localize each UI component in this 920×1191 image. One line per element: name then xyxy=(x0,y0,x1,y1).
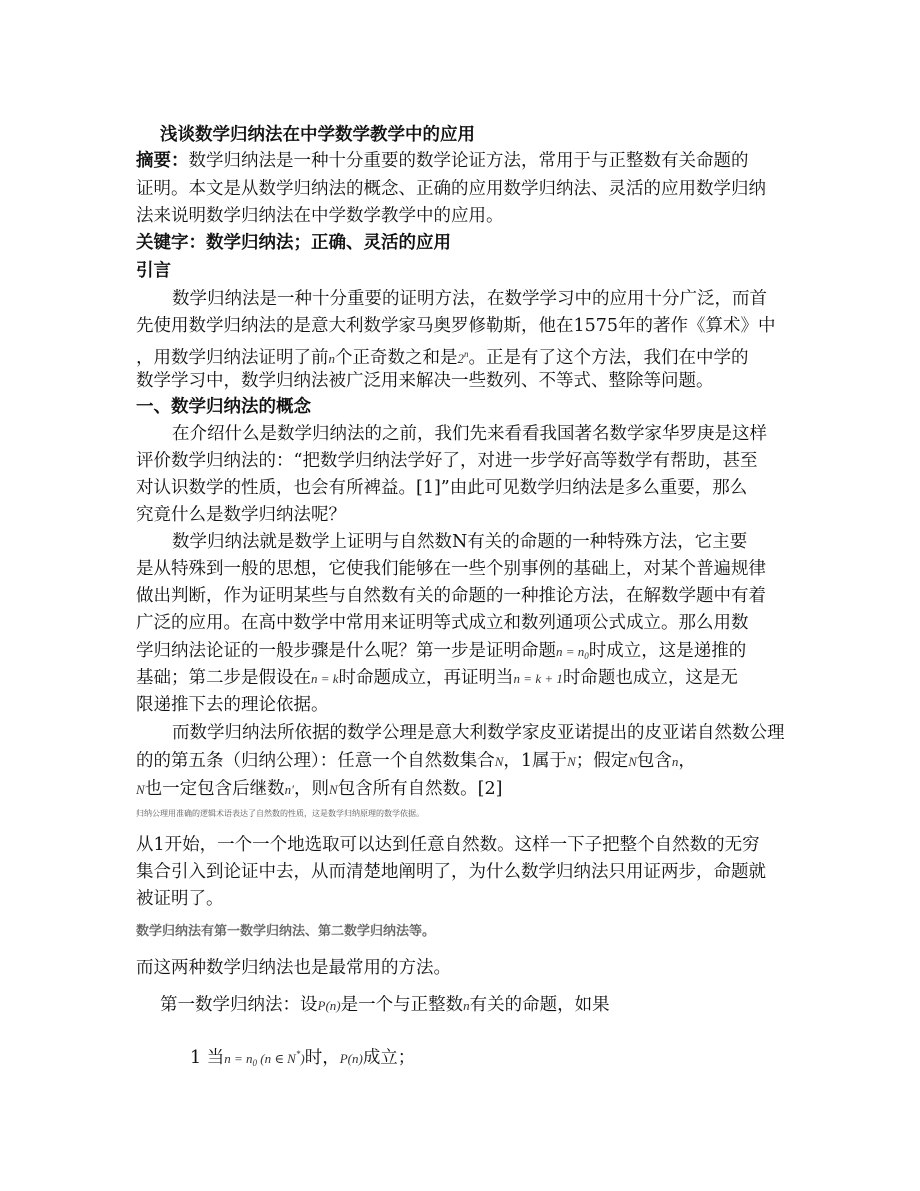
power-exp: n xyxy=(464,349,469,359)
math-N-5: N xyxy=(329,782,338,797)
grey-note: 数学归纳法有第一数学归纳法、第二数学归纳法等。 xyxy=(136,924,436,939)
p3-text-2c: ；假定 xyxy=(575,751,629,771)
math-base-close: ) xyxy=(300,1051,305,1066)
math-power xyxy=(458,351,469,366)
math-n-eq-k-plus-1: n = k + 1 xyxy=(513,671,563,686)
math-P-n: P(n) xyxy=(317,998,341,1013)
p2-line-2: 是从特殊到一般的思想，它使我们能够在一些个别事例的基础上，对某个普遍规律 xyxy=(136,559,766,579)
math-n-prime: n′ xyxy=(284,782,295,797)
p3-text-3c: 包含所有自然数。[2] xyxy=(337,779,503,799)
intro-line-2: 先使用数学归纳法的是意大利数学家马奥罗修勒斯，他在1575年的著作《算术》中 xyxy=(136,316,776,336)
intro-heading: 引言 xyxy=(136,261,171,281)
intro-text-3b: 个正奇数之和是 xyxy=(335,348,458,368)
p2-text-5a: 学归纳法论证的一般步骤是什么呢？第一步是证明命题 xyxy=(136,641,556,661)
math-N-3: N xyxy=(628,754,637,769)
abstract-text-1: 数学归纳法是一种十分重要的数学论证方法，常用于与正整数有关命题的 xyxy=(188,151,749,171)
math-base-in: (n ∈ N xyxy=(256,1051,296,1066)
p7-number: 1 当 xyxy=(190,1048,225,1068)
abstract-label: 摘要： xyxy=(136,151,189,171)
p4-line-3: 被证明了。 xyxy=(136,889,224,909)
p2-text-6a: 基础；第二步是假设在 xyxy=(136,668,311,688)
math-N-4: N xyxy=(136,782,145,797)
intro-line-4: 数学学习中，数学归纳法被广泛用来解决一些数列、不等式、整除等问题。 xyxy=(136,371,714,391)
keywords: 关键字：数学归纳法；正确、灵活的应用 xyxy=(136,233,451,253)
math-n-eq-k: n = k xyxy=(311,671,339,686)
math-base-sup: * xyxy=(295,1049,301,1059)
p7-line xyxy=(190,1041,415,1076)
p2-line-7: 限递推下去的理论依据。 xyxy=(136,695,329,715)
p3-text-2d: 包含 xyxy=(636,751,672,771)
intro-line-1: 数学归纳法是一种十分重要的证明方法，在数学学习中的应用十分广泛，而首 xyxy=(172,289,767,309)
p5-line: 而这两种数学归纳法也是最常用的方法。 xyxy=(136,958,451,978)
math-P-n-2: P(n) xyxy=(339,1051,363,1066)
p6-text-c: 有关的命题，如果 xyxy=(469,995,610,1015)
power-base: 2 xyxy=(457,351,464,366)
intro-text-3c: 。正是有了这个方法，我们在中学的 xyxy=(468,348,749,368)
p3-text-2a: 的的第五条（归纳公理）：任意一个自然数集合 xyxy=(136,751,495,771)
p6-text-b: 是一个与正整数 xyxy=(340,995,464,1015)
p3-text-2b: ，1属于 xyxy=(503,751,568,771)
math-N-2: N xyxy=(567,754,576,769)
p3-line-3 xyxy=(136,776,502,803)
p2-text-5b: 时成立，这是递推的 xyxy=(588,641,747,661)
p6-text-a: 第一数学归纳法：设 xyxy=(160,995,318,1015)
p2-line-1: 数学归纳法就是数学上证明与自然数N有关的命题的一种特殊方法，它主要 xyxy=(172,532,748,552)
p1-line-3: 对认识数学的性质，也会有所裨益。[1]”由此可见数学归纳法是多么重要，那么 xyxy=(136,478,748,498)
p2-line-3: 做出判断，作为证明某些与自然数有关的命题的一种推论方法，在解数学题中有着 xyxy=(136,586,766,606)
p3-text-3a: 也一定包含后继数 xyxy=(144,779,285,799)
abstract-line-3: 法来说明数学归纳法在中学数学教学中的应用。 xyxy=(136,206,504,226)
math-n-eq-n: n = n xyxy=(556,644,585,659)
p2-text-6c: 时命题也成立，这是无 xyxy=(562,668,738,688)
p3-line-2 xyxy=(136,748,696,775)
document-title: 浅谈数学归纳法在中学数学教学中的应用 xyxy=(160,125,475,145)
math-n-2: n xyxy=(671,754,679,769)
intro-text-3a: ，用数学归纳法证明了前 xyxy=(136,348,329,368)
math-base-sub: 0 xyxy=(252,1058,257,1068)
p1-line-4: 究竟什么是数学归纳法呢？ xyxy=(136,505,346,525)
p1-line-1: 在介绍什么是数学归纳法的之前，我们先来看看我国著名数学家华罗庚是这样 xyxy=(172,424,767,444)
p3-line-1: 而数学归纳法所依据的数学公理是意大利数学家皮亚诺提出的皮亚诺自然数公理 xyxy=(172,723,785,743)
p6-line xyxy=(160,992,610,1019)
math-N-1: N xyxy=(494,754,504,769)
p4-line-1: 从1开始，一个一个地选取可以达到任意自然数。这样一下子把整个自然数的无穷 xyxy=(136,835,760,855)
small-note: 归纳公理用准确的逻辑术语表达了自然数的性质，这是数学归纳原理的数学依据。 xyxy=(136,809,424,818)
p7-text-b: 成立； xyxy=(362,1048,416,1068)
math-subscript-0: 0 xyxy=(584,651,589,661)
p3-text-2e: ， xyxy=(678,751,696,771)
abstract-line-2: 证明。本文是从数学归纳法的概念、正确的应用数学归纳法、灵活的应用数学归纳 xyxy=(136,179,766,199)
math-base-n: n = n xyxy=(224,1051,253,1066)
abstract-line-1 xyxy=(136,148,749,174)
p2-line-4: 广泛的应用。在高中数学中常用来证明等式成立和数列通项公式成立。那么用数 xyxy=(136,613,749,633)
p2-line-6 xyxy=(136,665,738,692)
p3-text-3b: ，则 xyxy=(294,779,330,799)
p7-text-a: 时， xyxy=(304,1048,340,1068)
p2-text-6b: 时命题成立，再证明当 xyxy=(338,668,514,688)
p4-line-2: 集合引入到论证中去，从而清楚地阐明了，为什么数学归纳法只用证两步，命题就 xyxy=(136,862,766,882)
math-n-3: n xyxy=(463,998,470,1013)
math-n: n xyxy=(328,351,335,366)
p1-line-2: 评价数学归纳法的：“把数学归纳法学好了，对进一步学好高等数学有帮助，甚至 xyxy=(136,451,758,471)
math-n-eq-n0 xyxy=(556,644,589,659)
section1-heading: 一、数学归纳法的概念 xyxy=(136,397,311,417)
math-base-case xyxy=(224,1051,305,1066)
